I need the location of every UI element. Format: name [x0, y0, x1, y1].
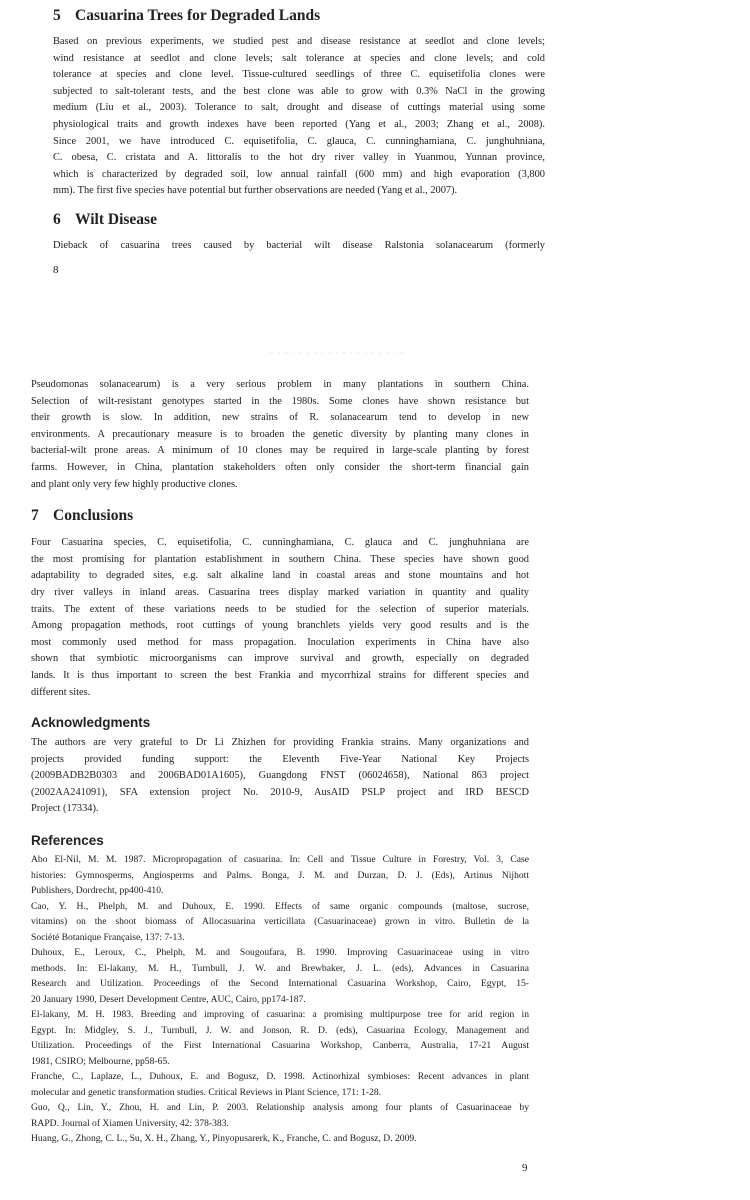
text-line: physiological traits and growth indexes have been reported (Yang et al., 2003; Zhang et al., 2008).: [53, 118, 545, 130]
text-line: bacterial-wilt prone areas. A minimum of 10 clones may be required in large-scale planting by forest: [31, 445, 529, 457]
text-line: Selection of wilt-resistant genotypes started in the 1980s. Some clones have shown resistance but: [31, 395, 529, 407]
reference-line: Abo El-Nil, M. M. 1987. Micropropagation of casuarina. In: Cell and Tissue Culture in Forestry, Vol. 3, Case: [31, 854, 529, 866]
references-heading: References: [31, 833, 104, 849]
text-line: projects provided funding support: the Eleventh Five-Year National Key Projects: [31, 753, 529, 765]
section-number: 7: [31, 507, 39, 525]
reference-item: [31, 852, 529, 899]
text-line: traits. The extent of these variations needs to be studied for the selection of superior materials.: [31, 603, 529, 615]
text-line: and plant only very few highly productive clones.: [31, 478, 238, 490]
section-5-heading: [53, 6, 545, 26]
reference-line: Huang, G., Zhong, C. L., Su, X. H., Zhang, Y., Pinyopusarerk, K., Franche, C. and Bogusz, D. 2009.: [31, 1133, 417, 1145]
reference-item: [31, 1100, 529, 1131]
text-line: C. obesa, C. cristata and A. littoralis to the hot dry river valley in Yuanmou, Yunnan province,: [53, 152, 545, 164]
page-number-8: 8: [53, 264, 59, 276]
text-line: (2002AA241091), SFA extension project No. 2010-9, AusAID PSLP project and IRD BESCD: [31, 786, 529, 798]
section-6-heading: [53, 210, 545, 230]
text-line: Pseudomonas solanacearum) is a very serious problem in many plantations in southern China.: [31, 379, 529, 390]
section-6-paragraph: [53, 238, 545, 255]
text-line: Based on previous experiments, we studied pest and disease resistance at seedlot and clone levels;: [53, 36, 545, 47]
reference-item: [31, 899, 529, 946]
text-line: Among propagation methods, root cuttings of young branchlets yields very good results and is the: [31, 620, 529, 632]
page-number-9: 9: [522, 1162, 528, 1174]
section-7-heading: [31, 506, 529, 526]
reference-line: 1981, CSIRO; Melbourne, pp58-65.: [31, 1055, 170, 1067]
reference-line: Franche, C., Laplaze, L., Duhoux, E. and Bogusz, D. 1998. Actinorhizal symbioses: Recent advances in plant: [31, 1071, 529, 1083]
text-line: most commonly used method for mass propagation. Inoculation experiments in China have also: [31, 636, 529, 648]
reference-line: El-lakany, M. H. 1983. Breeding and improving of casuarina: a promising multipurpose tree for arid region in: [31, 1009, 529, 1021]
section-6-continued-paragraph: [31, 377, 529, 493]
page-9-fragment: [31, 377, 529, 1147]
section-title: Casuarina Trees for Degraded Lands: [75, 7, 321, 24]
text-line: dry river valleys in inland areas. Casuarina trees display marked variation in quantity and quality: [31, 586, 529, 598]
text-line: Dieback of casuarina trees caused by bacterial wilt disease Ralstonia solanacearum (formerly: [53, 239, 545, 251]
text-line: farms. However, in China, plantation stakeholders often only consider the short-term financial gain: [31, 461, 529, 473]
reference-line: Publishers, Dordrecht, pp400-410.: [31, 885, 164, 897]
page-8-fragment: [53, 6, 545, 255]
text-line: mm). The first five species have potential but further observations are needed (Yang et al., 2007).: [53, 185, 458, 197]
text-line: adaptability to degraded sites, e.g. salt alkaline land in coastal areas and stone mountains and hot: [31, 570, 529, 582]
reference-line: RAPD. Journal of Xiamen University, 42: 378-383.: [31, 1117, 229, 1129]
reference-item: [31, 1069, 529, 1100]
text-line: their growth is slow. In addition, new strains of R. solanacearum tend to develop in new: [31, 412, 529, 424]
text-line: different sites.: [31, 686, 91, 698]
reference-line: histories: Gymnosperms, Angiosperms and Palms. Bonga, J. M. and Durzan, D. J. (Eds), Artinus Nijhott: [31, 869, 529, 881]
acknowledgments-paragraph: [31, 735, 529, 818]
reference-line: vitamins) on the shoot biomass of Allocasuarina verticillata (Casuarinaceae) grown in vitro. Bulletin de la: [31, 916, 529, 928]
text-line: (2009BADB2B0303 and 2006BAD01A1605), Guangdong FNST (06024658), National 863 project: [31, 770, 529, 782]
reference-line: Cao, Y. H., Phelph, M. and Duhoux, E. 1990. Effects of same organic compounds (maltose, sucrose,: [31, 900, 529, 912]
faint-running-header: - - - - - - - - - - - - - - - - - - -: [270, 347, 405, 357]
section-5-paragraph: [53, 34, 545, 200]
reference-line: Research and Utilization. Proceedings of the Second International Casuarina Workshop, Cairo, Egypt, 15-: [31, 978, 529, 990]
text-line: wind resistance at seedlot and clone levels; salt tolerance at species and clone levels; and cold: [53, 52, 545, 64]
acknowledgments-heading: Acknowledgments: [31, 715, 151, 731]
text-line: medium (Liu et al., 2003). Tolerance to salt, drought and disease of cuttings material using some: [53, 102, 545, 114]
section-title: Conclusions: [53, 507, 134, 525]
text-line: subjected to salt-tolerant tests, and the best clone was able to grow with 0.3% NaCl in the growing: [53, 85, 545, 97]
reference-item: [31, 1007, 529, 1069]
reference-line: Guo, Q., Lin, Y., Zhou, H. and Lin, P. 2003. Relationship analysis among four plants of Casuarinaceae by: [31, 1102, 529, 1114]
text-line: shown that symbiotic microorganisms can improve survival and growth, especially on degraded: [31, 653, 529, 665]
text-line: tolerance at species and clone level. Tissue-cultured seedlings of three C. equisetifolia clones were: [53, 69, 545, 81]
reference-item: [31, 1131, 529, 1147]
text-line: environments. A precautionary measure is to broaden the genetic diversity by planting many clones in: [31, 428, 529, 440]
text-line: Four Casuarina species, C. equisetifolia, C. cunninghamiana, C. glauca and C. junghuhniana are: [31, 537, 529, 549]
reference-line: Egypt. In: Midgley, S. J., Turnbull, J. W. and Jonson, R. D. (eds), Casuarina Ecology, Management and: [31, 1024, 529, 1036]
reference-line: Société Botanique Française, 137: 7-13.: [31, 931, 185, 943]
reference-item: [31, 945, 529, 1007]
text-line: the most promising for plantation establishment in southern China. These species have shown good: [31, 553, 529, 565]
reference-line: Utilization. Proceedings of the First International Casuarina Workshop, Canberra, Australia, 17-21 August: [31, 1040, 529, 1052]
text-line: Project (17334).: [31, 803, 99, 815]
section-number: 6: [53, 210, 61, 228]
references-list: [31, 852, 529, 1147]
text-line: Since 2001, we have introduced C. equisetifolia, C. glauca, C. cunninghamiana, C. junghuhniana,: [53, 135, 545, 147]
text-line: lands. It is thus important to screen the best Frankia and mycorrhizal strains for different species and: [31, 669, 529, 681]
text-line: which is characterized by degraded soil, low annual rainfall (600 mm) and high evaporation (3,800: [53, 168, 545, 180]
section-7-paragraph: [31, 535, 529, 701]
reference-line: 20 January 1990, Desert Development Centre, AUC, Cairo, pp174-187.: [31, 993, 306, 1005]
text-line: The authors are very grateful to Dr Li Zhizhen for providing Frankia strains. Many organizations and: [31, 737, 529, 749]
reference-line: molecular and genetic transformation studies. Critical Reviews in Plant Science, 171: 1-28.: [31, 1086, 382, 1098]
reference-line: methods. In: El-lakany, M. H., Turnbull, J. W. and Brewbaker, J. L. (eds), Advances in Casuarina: [31, 962, 529, 974]
section-title: Wilt Disease: [75, 210, 157, 228]
section-number: 5: [53, 7, 61, 24]
reference-line: Duhoux, E., Leroux, C., Phelph, M. and Sougoufara, B. 1990. Improving Casuarinaceae using in vitro: [31, 947, 529, 959]
